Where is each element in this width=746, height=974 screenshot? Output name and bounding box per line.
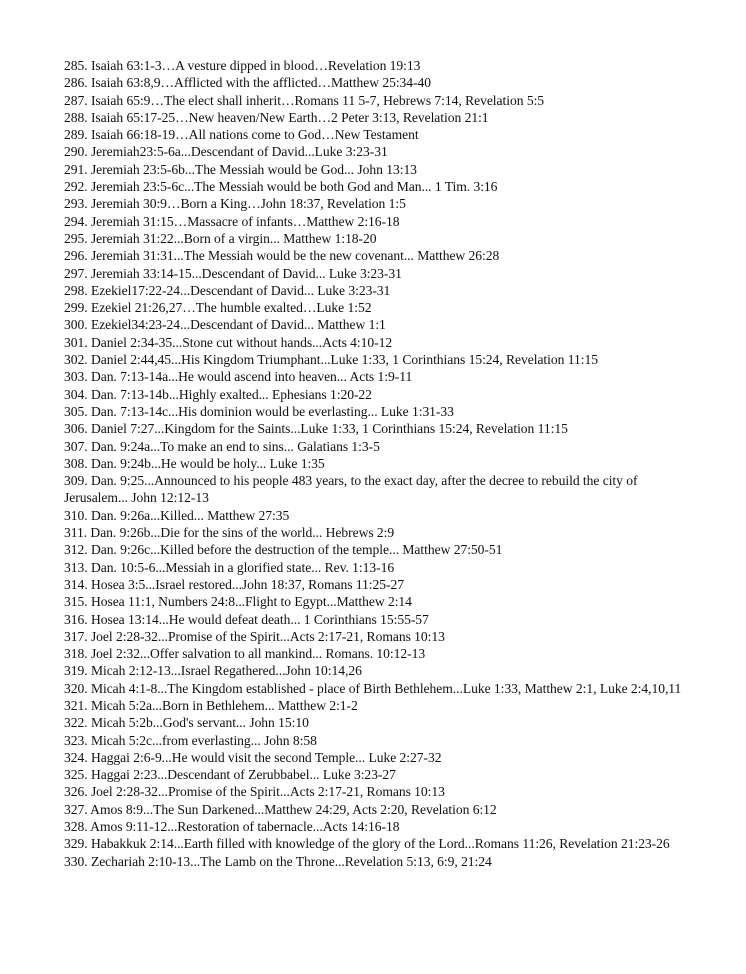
- list-item: 313. Dan. 10:5-6...Messiah in a glorified state... Rev. 1:13-16: [64, 559, 395, 575]
- list-item: 299. Ezekiel 21:26,27…The humble exalted…Luke 1:52: [64, 300, 372, 316]
- list-item: 293. Jeremiah 30:9…Born a King…John 18:37, Revelation 1:5: [64, 196, 406, 212]
- list-item: 300. Ezekiel34:23-24...Descendant of David... Matthew 1:1: [64, 317, 386, 333]
- list-item: 319. Micah 2:12-13...Israel Regathered...John 10:14,26: [64, 663, 362, 679]
- list-item: 288. Isaiah 65:17-25…New heaven/New Earth…2 Peter 3:13, Revelation 21:1: [64, 109, 489, 125]
- list-item: 291. Jeremiah 23:5-6b...The Messiah would be God... John 13:13: [64, 161, 417, 177]
- list-item: 298. Ezekiel17:22-24...Descendant of David... Luke 3:23-31: [64, 282, 391, 298]
- list-item: 310. Dan. 9:26a...Killed... Matthew 27:35: [64, 507, 290, 523]
- list-item: 314. Hosea 3:5...Israel restored...John 18:37, Romans 11:25-27: [64, 576, 404, 592]
- list-item: 304. Dan. 7:13-14b...Highly exalted... Ephesians 1:20-22: [64, 386, 372, 402]
- list-item: 296. Jeremiah 31:31...The Messiah would be the new covenant... Matthew 26:28: [64, 248, 500, 264]
- list-item: 303. Dan. 7:13-14a...He would ascend into heaven... Acts 1:9-11: [64, 369, 413, 385]
- list-item: 312. Dan. 9:26c...Killed before the destruction of the temple... Matthew 27:50-51: [64, 542, 503, 558]
- list-item: 317. Joel 2:28-32...Promise of the Spirit...Acts 2:17-21, Romans 10:13: [64, 628, 445, 644]
- list-item: 323. Micah 5:2c...from everlasting... John 8:58: [64, 732, 317, 748]
- list-item: 325. Haggai 2:23...Descendant of Zerubbabel... Luke 3:23-27: [64, 767, 396, 783]
- list-item: 309. Dan. 9:25...Announced to his people 483 years, to the exact day, after the decree to rebuild the city of Jerusalem... John 12:12-13: [64, 473, 638, 506]
- prophecy-list: [64, 57, 696, 870]
- list-item: 287. Isaiah 65:9…The elect shall inherit…Romans 11 5-7, Hebrews 7:14, Revelation 5:5: [64, 92, 545, 108]
- list-item: 327. Amos 8:9...The Sun Darkened...Matthew 24:29, Acts 2:20, Revelation 6:12: [64, 801, 497, 817]
- list-item: 289. Isaiah 66:18-19…All nations come to God…New Testament: [64, 127, 419, 143]
- list-item: 302. Daniel 2:44,45...His Kingdom Triumphant...Luke 1:33, 1 Corinthians 15:24, Revelation 11:15: [64, 352, 598, 368]
- list-item: 328. Amos 9:11-12...Restoration of tabernacle...Acts 14:16-18: [64, 819, 400, 835]
- list-item: 292. Jeremiah 23:5-6c...The Messiah would be both God and Man... 1 Tim. 3:16: [64, 179, 498, 195]
- list-item: 318. Joel 2:32...Offer salvation to all mankind... Romans. 10:12-13: [64, 646, 426, 662]
- list-item: 308. Dan. 9:24b...He would be holy... Luke 1:35: [64, 455, 325, 471]
- list-item: 297. Jeremiah 33:14-15...Descendant of David... Luke 3:23-31: [64, 265, 402, 281]
- list-item: 301. Daniel 2:34-35...Stone cut without hands...Acts 4:10-12: [64, 334, 393, 350]
- list-item: 326. Joel 2:28-32...Promise of the Spirit...Acts 2:17-21, Romans 10:13: [64, 784, 445, 800]
- list-item: 294. Jeremiah 31:15…Massacre of infants…Matthew 2:16-18: [64, 213, 400, 229]
- list-item: 285. Isaiah 63:1-3…A vesture dipped in blood…Revelation 19:13: [64, 58, 421, 73]
- list-item: 290. Jeremiah23:5-6a...Descendant of David...Luke 3:23-31: [64, 144, 388, 160]
- list-item: 315. Hosea 11:1, Numbers 24:8...Flight to Egypt...Matthew 2:14: [64, 594, 412, 610]
- list-item: 330. Zechariah 2:10-13...The Lamb on the Throne...Revelation 5:13, 6:9, 21:24: [64, 853, 492, 869]
- list-item: 324. Haggai 2:6-9...He would visit the second Temple... Luke 2:27-32: [64, 749, 442, 765]
- list-item: 311. Dan. 9:26b...Die for the sins of the world... Hebrews 2:9: [64, 525, 395, 541]
- list-item: 307. Dan. 9:24a...To make an end to sins... Galatians 1:3-5: [64, 438, 380, 454]
- list-item: 306. Daniel 7:27...Kingdom for the Saints...Luke 1:33, 1 Corinthians 15:24, Revelation 11:15: [64, 421, 568, 437]
- list-item: 316. Hosea 13:14...He would defeat death... 1 Corinthians 15:55-57: [64, 611, 429, 627]
- list-item: 305. Dan. 7:13-14c...His dominion would be everlasting... Luke 1:31-33: [64, 403, 454, 419]
- list-item: 321. Micah 5:2a...Born in Bethlehem... Matthew 2:1-2: [64, 697, 358, 713]
- list-item: 320. Micah 4:1-8...The Kingdom established - place of Birth Bethlehem...Luke 1:33, Matthew 2:1, Luke 2:4,10,11: [64, 680, 682, 696]
- list-item: 329. Habakkuk 2:14...Earth filled with knowledge of the glory of the Lord...Romans 11:26, Revelation 21:23-26: [64, 836, 670, 852]
- list-item: 322. Micah 5:2b...God's servant... John 15:10: [64, 715, 309, 731]
- list-item: 286. Isaiah 63:8,9…Afflicted with the afflicted…Matthew 25:34-40: [64, 75, 432, 91]
- list-item: 295. Jeremiah 31:22...Born of a virgin... Matthew 1:18-20: [64, 230, 377, 246]
